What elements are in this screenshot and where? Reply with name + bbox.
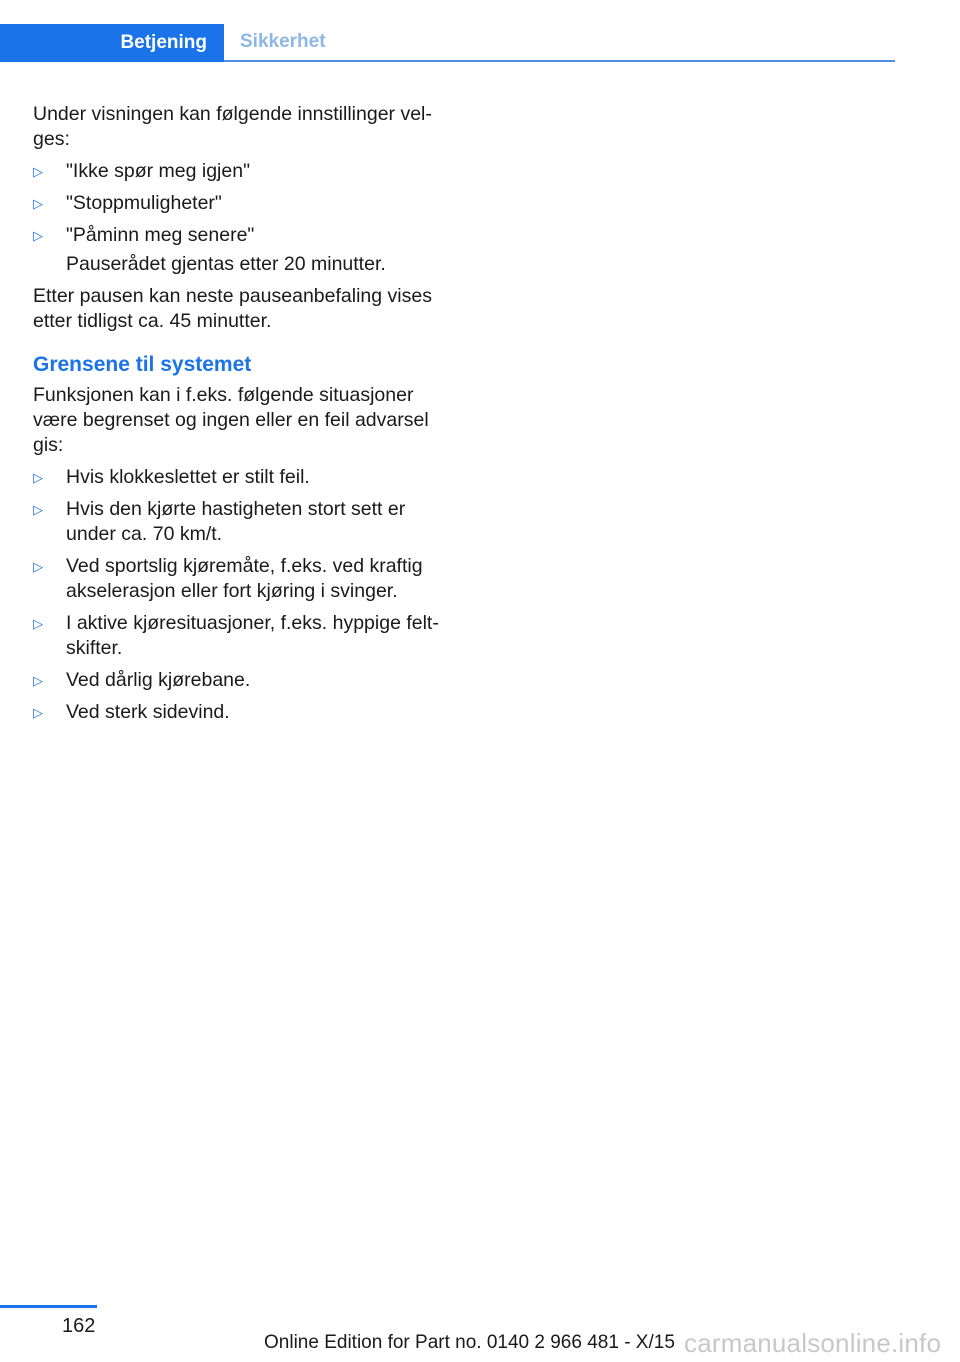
triangle-bullet-icon: ▷ xyxy=(33,705,43,720)
limits-intro: Funksjonen kan i f.eks. følgende situasjoner være begrenset og ingen eller en feil advarsel gis: xyxy=(33,384,429,456)
triangle-bullet-icon: ▷ xyxy=(33,196,43,211)
list-item: ▷ Ved sterk sidevind. xyxy=(33,701,230,723)
list-item: ▷ "Stoppmuligheter" xyxy=(33,192,222,214)
option-note: Pauserådet gjentas etter 20 minutter. xyxy=(66,253,386,275)
intro-text: Under visningen kan følgende innstillinger velges: xyxy=(33,103,432,150)
triangle-bullet-icon: ▷ xyxy=(33,616,43,631)
main-content xyxy=(33,102,453,732)
triangle-bullet-icon: ▷ xyxy=(33,164,43,179)
section-heading: Grensene til systemet xyxy=(33,353,252,376)
list-item: ▷ "Påminn meg senere" xyxy=(33,224,255,246)
limits-list xyxy=(33,465,453,725)
options-list xyxy=(33,159,453,248)
list-item: ▷ Hvis klokkeslettet er stilt feil. xyxy=(33,466,310,488)
edition-text: Online Edition for Part no. 0140 2 966 481 - X/15 xyxy=(264,1332,675,1353)
list-item: ▷ I aktive kjøresituasjoner, f.eks. hyppige feltskifter. xyxy=(33,612,439,659)
list-item: ▷ Ved sportslig kjøremåte, f.eks. ved kraftig akselerasjon eller fort kjøring i svinger. xyxy=(33,555,423,602)
watermark: carmanualsonline.info xyxy=(684,1328,942,1358)
after-text: Etter pausen kan neste pauseanbefaling vises etter tidligst ca. 45 minutter. xyxy=(33,285,432,332)
header-underline xyxy=(224,60,895,62)
triangle-bullet-icon: ▷ xyxy=(33,228,43,243)
tab-betjening[interactable]: Betjening xyxy=(0,24,224,62)
tab-sikkerhet[interactable]: Sikkerhet xyxy=(240,31,326,52)
page-number: 162 xyxy=(62,1315,96,1337)
page-number-bar xyxy=(0,1305,97,1308)
triangle-bullet-icon: ▷ xyxy=(33,470,43,485)
triangle-bullet-icon: ▷ xyxy=(33,559,43,574)
list-item: ▷ "Ikke spør meg igjen" xyxy=(33,160,250,182)
list-item: ▷ Hvis den kjørte hastigheten stort sett er under ca. 70 km/t. xyxy=(33,498,406,545)
triangle-bullet-icon: ▷ xyxy=(33,673,43,688)
triangle-bullet-icon: ▷ xyxy=(33,502,43,517)
header-bar xyxy=(0,24,895,62)
list-item: ▷ Ved dårlig kjørebane. xyxy=(33,669,251,691)
